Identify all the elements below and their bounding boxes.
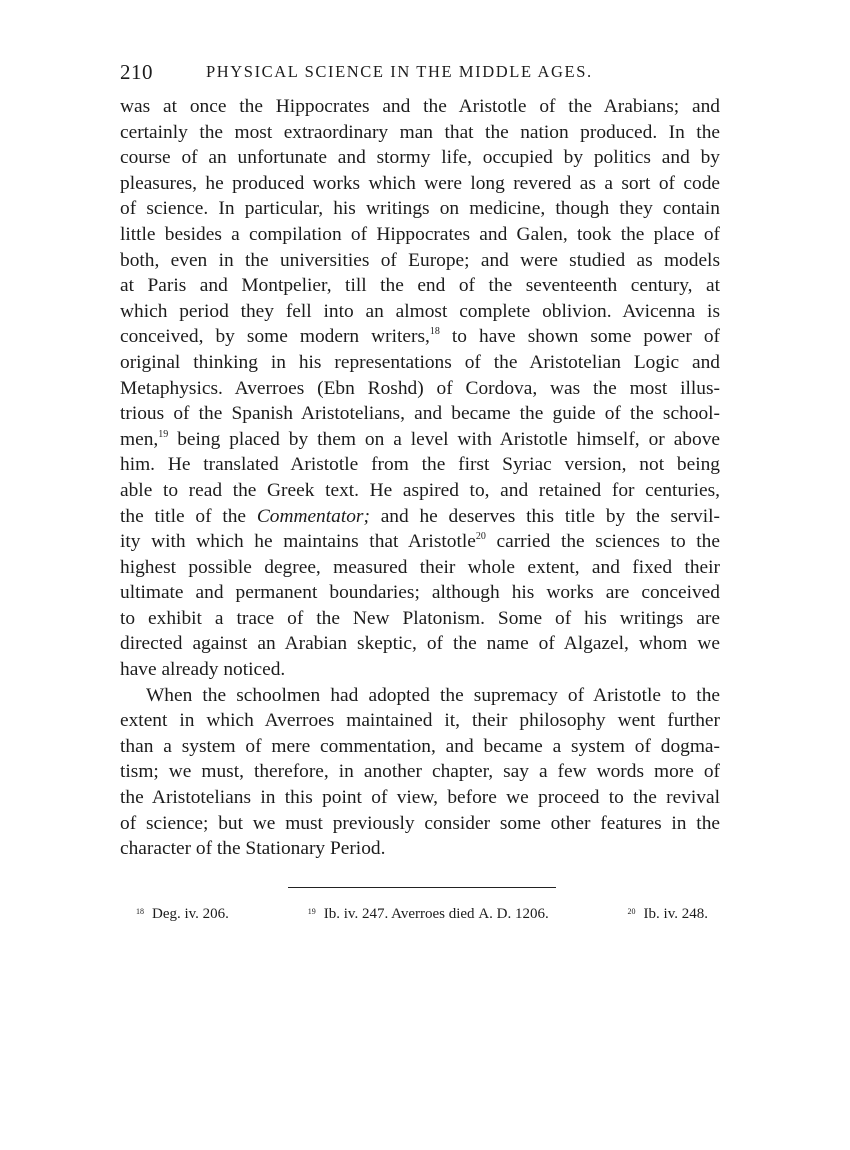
footnote-19 bbox=[308, 906, 549, 923]
text-line: certainly the most extraordinary man that the nation produced. In the bbox=[120, 121, 720, 143]
footnote-ref-20[interactable]: 20 bbox=[475, 531, 486, 543]
footnote-mark: 20 bbox=[627, 907, 636, 916]
text-segment: the title of the bbox=[120, 505, 247, 527]
footnote-ref-18[interactable]: 18 bbox=[429, 326, 440, 338]
text-line bbox=[120, 324, 720, 350]
text-line: When the schoolmen had adopted the supremacy of Aristotle to the bbox=[146, 684, 720, 706]
text-line: the Aristotelians in this point of view, before we proceed to the revival bbox=[120, 787, 720, 809]
text-line: able to read the Greek text. He aspired to, and retained for centuries, bbox=[120, 479, 720, 501]
footnote-text: 1206. bbox=[511, 906, 549, 922]
footnotes bbox=[120, 906, 720, 923]
paragraph-2 bbox=[120, 683, 720, 862]
footnote-18 bbox=[136, 906, 229, 923]
text-line: original thinking in his representations of the Aristotelian Logic and bbox=[120, 351, 720, 373]
text-line: both, even in the universities of Europe; and were studied as models bbox=[120, 249, 720, 271]
footnote-ref-19[interactable]: 19 bbox=[158, 428, 169, 440]
body-text bbox=[120, 94, 720, 862]
text-line bbox=[120, 529, 720, 555]
text-line: than a system of mere commentation, and became a system of dogma- bbox=[120, 735, 720, 757]
text-line: course of an unfortunate and stormy life, occupied by politics and by bbox=[120, 147, 720, 169]
text-segment: and he deserves this title by the servil- bbox=[369, 505, 720, 527]
text-line: of science. In particular, his writings on medicine, though they contain bbox=[120, 198, 720, 220]
text-line: have already noticed. bbox=[120, 659, 286, 681]
text-line: trious of the Spanish Aristotelians, and became the guide of the school- bbox=[120, 403, 720, 425]
text-line: directed against an Arabian skeptic, of the name of Algazel, whom we bbox=[120, 633, 720, 655]
text-line: tism; we must, therefore, in another chapter, say a few words more of bbox=[120, 761, 720, 783]
text-line: little besides a compilation of Hippocrates and Galen, took the place of bbox=[120, 223, 720, 245]
footnote-era: A. D. bbox=[478, 906, 512, 922]
text-line: Metaphysics. Averroes (Ebn Roshd) of Cordova, was the most illus- bbox=[120, 377, 720, 399]
text-line: to exhibit a trace of the New Platonism. Some of his writings are bbox=[120, 607, 720, 629]
footnote-mark: 19 bbox=[307, 907, 316, 916]
running-head bbox=[120, 60, 720, 94]
footnote-text: Ib. iv. 247. Averroes died bbox=[323, 906, 479, 922]
text-line: character of the Stationary Period. bbox=[120, 838, 386, 860]
text-line bbox=[120, 504, 720, 530]
italic-term: Commentator; bbox=[256, 505, 370, 527]
footnote-20 bbox=[628, 906, 708, 923]
text-line: highest possible degree, measured their whole extent, and fixed their bbox=[120, 556, 720, 578]
footnote-text: Ib. iv. 248. bbox=[643, 906, 708, 922]
text-line: which period they fell into an almost complete oblivion. Avicenna is bbox=[120, 300, 720, 322]
book-page bbox=[120, 60, 720, 922]
text-line: pleasures, he produced works which were long revered as a sort of code bbox=[120, 172, 720, 194]
footnote-mark: 18 bbox=[136, 907, 144, 916]
text-line: was at once the Hippocrates and the Aristotle of the Arabians; and bbox=[120, 96, 720, 117]
running-title: PHYSICAL SCIENCE IN THE MIDDLE AGES. bbox=[206, 62, 593, 81]
text-segment: ity with which he maintains that Aristotle bbox=[120, 531, 476, 553]
footnote-divider bbox=[288, 887, 556, 888]
text-segment: carried the sciences to the bbox=[485, 531, 720, 553]
text-line: of science; but we must previously consider some other features in the bbox=[120, 812, 720, 834]
footnote-text: Deg. iv. 206. bbox=[152, 906, 229, 922]
text-segment: men, bbox=[120, 428, 159, 450]
text-line: at Paris and Montpelier, till the end of the seventeenth century, at bbox=[120, 275, 720, 297]
text-segment: to have shown some power of bbox=[439, 326, 720, 348]
text-line: him. He translated Aristotle from the first Syriac version, not being bbox=[120, 454, 720, 476]
paragraph-1 bbox=[120, 94, 720, 683]
text-line: extent in which Averroes maintained it, their philosophy went further bbox=[120, 710, 720, 732]
text-segment: being placed by them on a level with Aristotle himself, or above bbox=[168, 428, 720, 450]
text-line: ultimate and permanent boundaries; although his works are conceived bbox=[120, 582, 720, 604]
page-number: 210 bbox=[120, 60, 153, 84]
text-segment: conceived, by some modern writers, bbox=[120, 326, 430, 348]
text-line bbox=[120, 427, 720, 453]
